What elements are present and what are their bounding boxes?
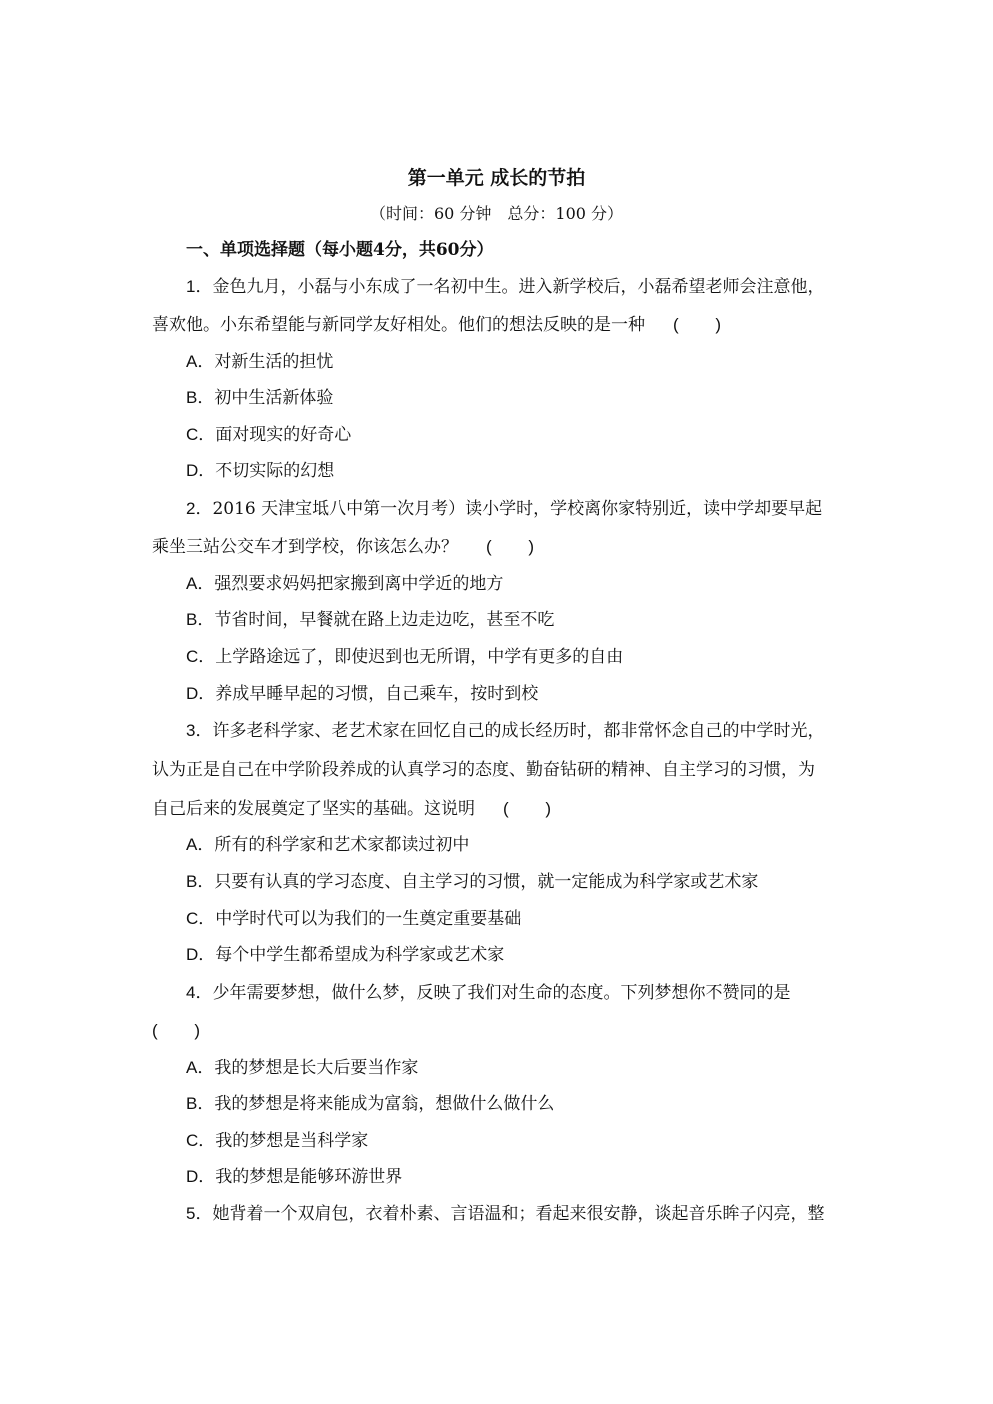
question-4-line-1: 4．少年需要梦想，做什么梦，反映了我们对生命的态度。下列梦想你不赞同的是	[186, 983, 791, 1003]
question-4-option-a: A．我的梦想是长大后要当作家	[186, 1058, 419, 1078]
question-2-option-b: B．节省时间，早餐就在路上边走边吃，甚至不吃	[186, 610, 555, 630]
page-title: 第一单元 成长的节拍	[407, 167, 586, 189]
question-1-line-2: 喜欢他。小东希望能与新同学友好相处。他们的想法反映的是一种 ( )	[152, 315, 738, 335]
question-1-option-b: B．初中生活新体验	[186, 388, 334, 408]
question-3-line-1: 3．许多老科学家、老艺术家在回忆自己的成长经历时，都非常怀念自己的中学时光，	[186, 721, 825, 741]
question-2-option-c: C．上学路途远了，即使迟到也无所谓，中学有更多的自由	[186, 647, 624, 667]
exam-info: （时间：60 分钟 总分：100 分）	[369, 204, 624, 223]
question-3-option-d: D．每个中学生都希望成为科学家或艺术家	[186, 945, 505, 965]
question-2-option-a: A．强烈要求妈妈把家搬到离中学近的地方	[186, 574, 504, 594]
question-4-option-b: B．我的梦想是将来能成为富翁，想做什么做什么	[186, 1094, 555, 1114]
question-3-line-2: 认为正是自己在中学阶段养成的认真学习的态度、勤奋钻研的精神、自主学习的习惯，为	[152, 760, 815, 780]
question-4-option-c: C．我的梦想是当科学家	[186, 1131, 369, 1151]
answer-blank: ( )	[673, 315, 738, 334]
question-5-line-1: 5．她背着一个双肩包，衣着朴素、言语温和；看起来很安静，谈起音乐眸子闪亮，整	[186, 1204, 825, 1224]
question-4-answer-blank	[152, 1019, 216, 1043]
answer-blank: ( )	[152, 1021, 217, 1040]
question-1-option-a: A．对新生活的担忧	[186, 352, 334, 372]
question-3-option-c: C．中学时代可以为我们的一生奠定重要基础	[186, 909, 522, 929]
answer-blank: ( )	[503, 799, 568, 818]
section-heading: 一、单项选择题（每小题4分，共60分）	[186, 240, 494, 260]
answer-blank: ( )	[486, 537, 551, 556]
question-4-option-d: D．我的梦想是能够环游世界	[186, 1167, 403, 1187]
question-1-option-c: C．面对现实的好奇心	[186, 425, 352, 445]
question-1-option-d: D．不切实际的幻想	[186, 461, 335, 481]
question-2-option-d: D．养成早睡早起的习惯，自己乘车，按时到校	[186, 684, 539, 704]
question-2-line-1: 2．2016 天津宝坻八中第一次月考）读小学时，学校离你家特别近，读中学却要早起	[186, 499, 823, 519]
question-1-line-1: 1．金色九月，小磊与小东成了一名初中生。进入新学校后，小磊希望老师会注意他，	[186, 277, 825, 297]
question-3-line-3: 自己后来的发展奠定了坚实的基础。这说明 ( )	[152, 799, 568, 819]
question-3-option-a: A．所有的科学家和艺术家都读过初中	[186, 835, 470, 855]
question-2-line-2: 乘坐三站公交车才到学校，你该怎么办？ ( )	[152, 537, 551, 557]
question-3-option-b: B．只要有认真的学习态度、自主学习的习惯，就一定能成为科学家或艺术家	[186, 872, 759, 892]
